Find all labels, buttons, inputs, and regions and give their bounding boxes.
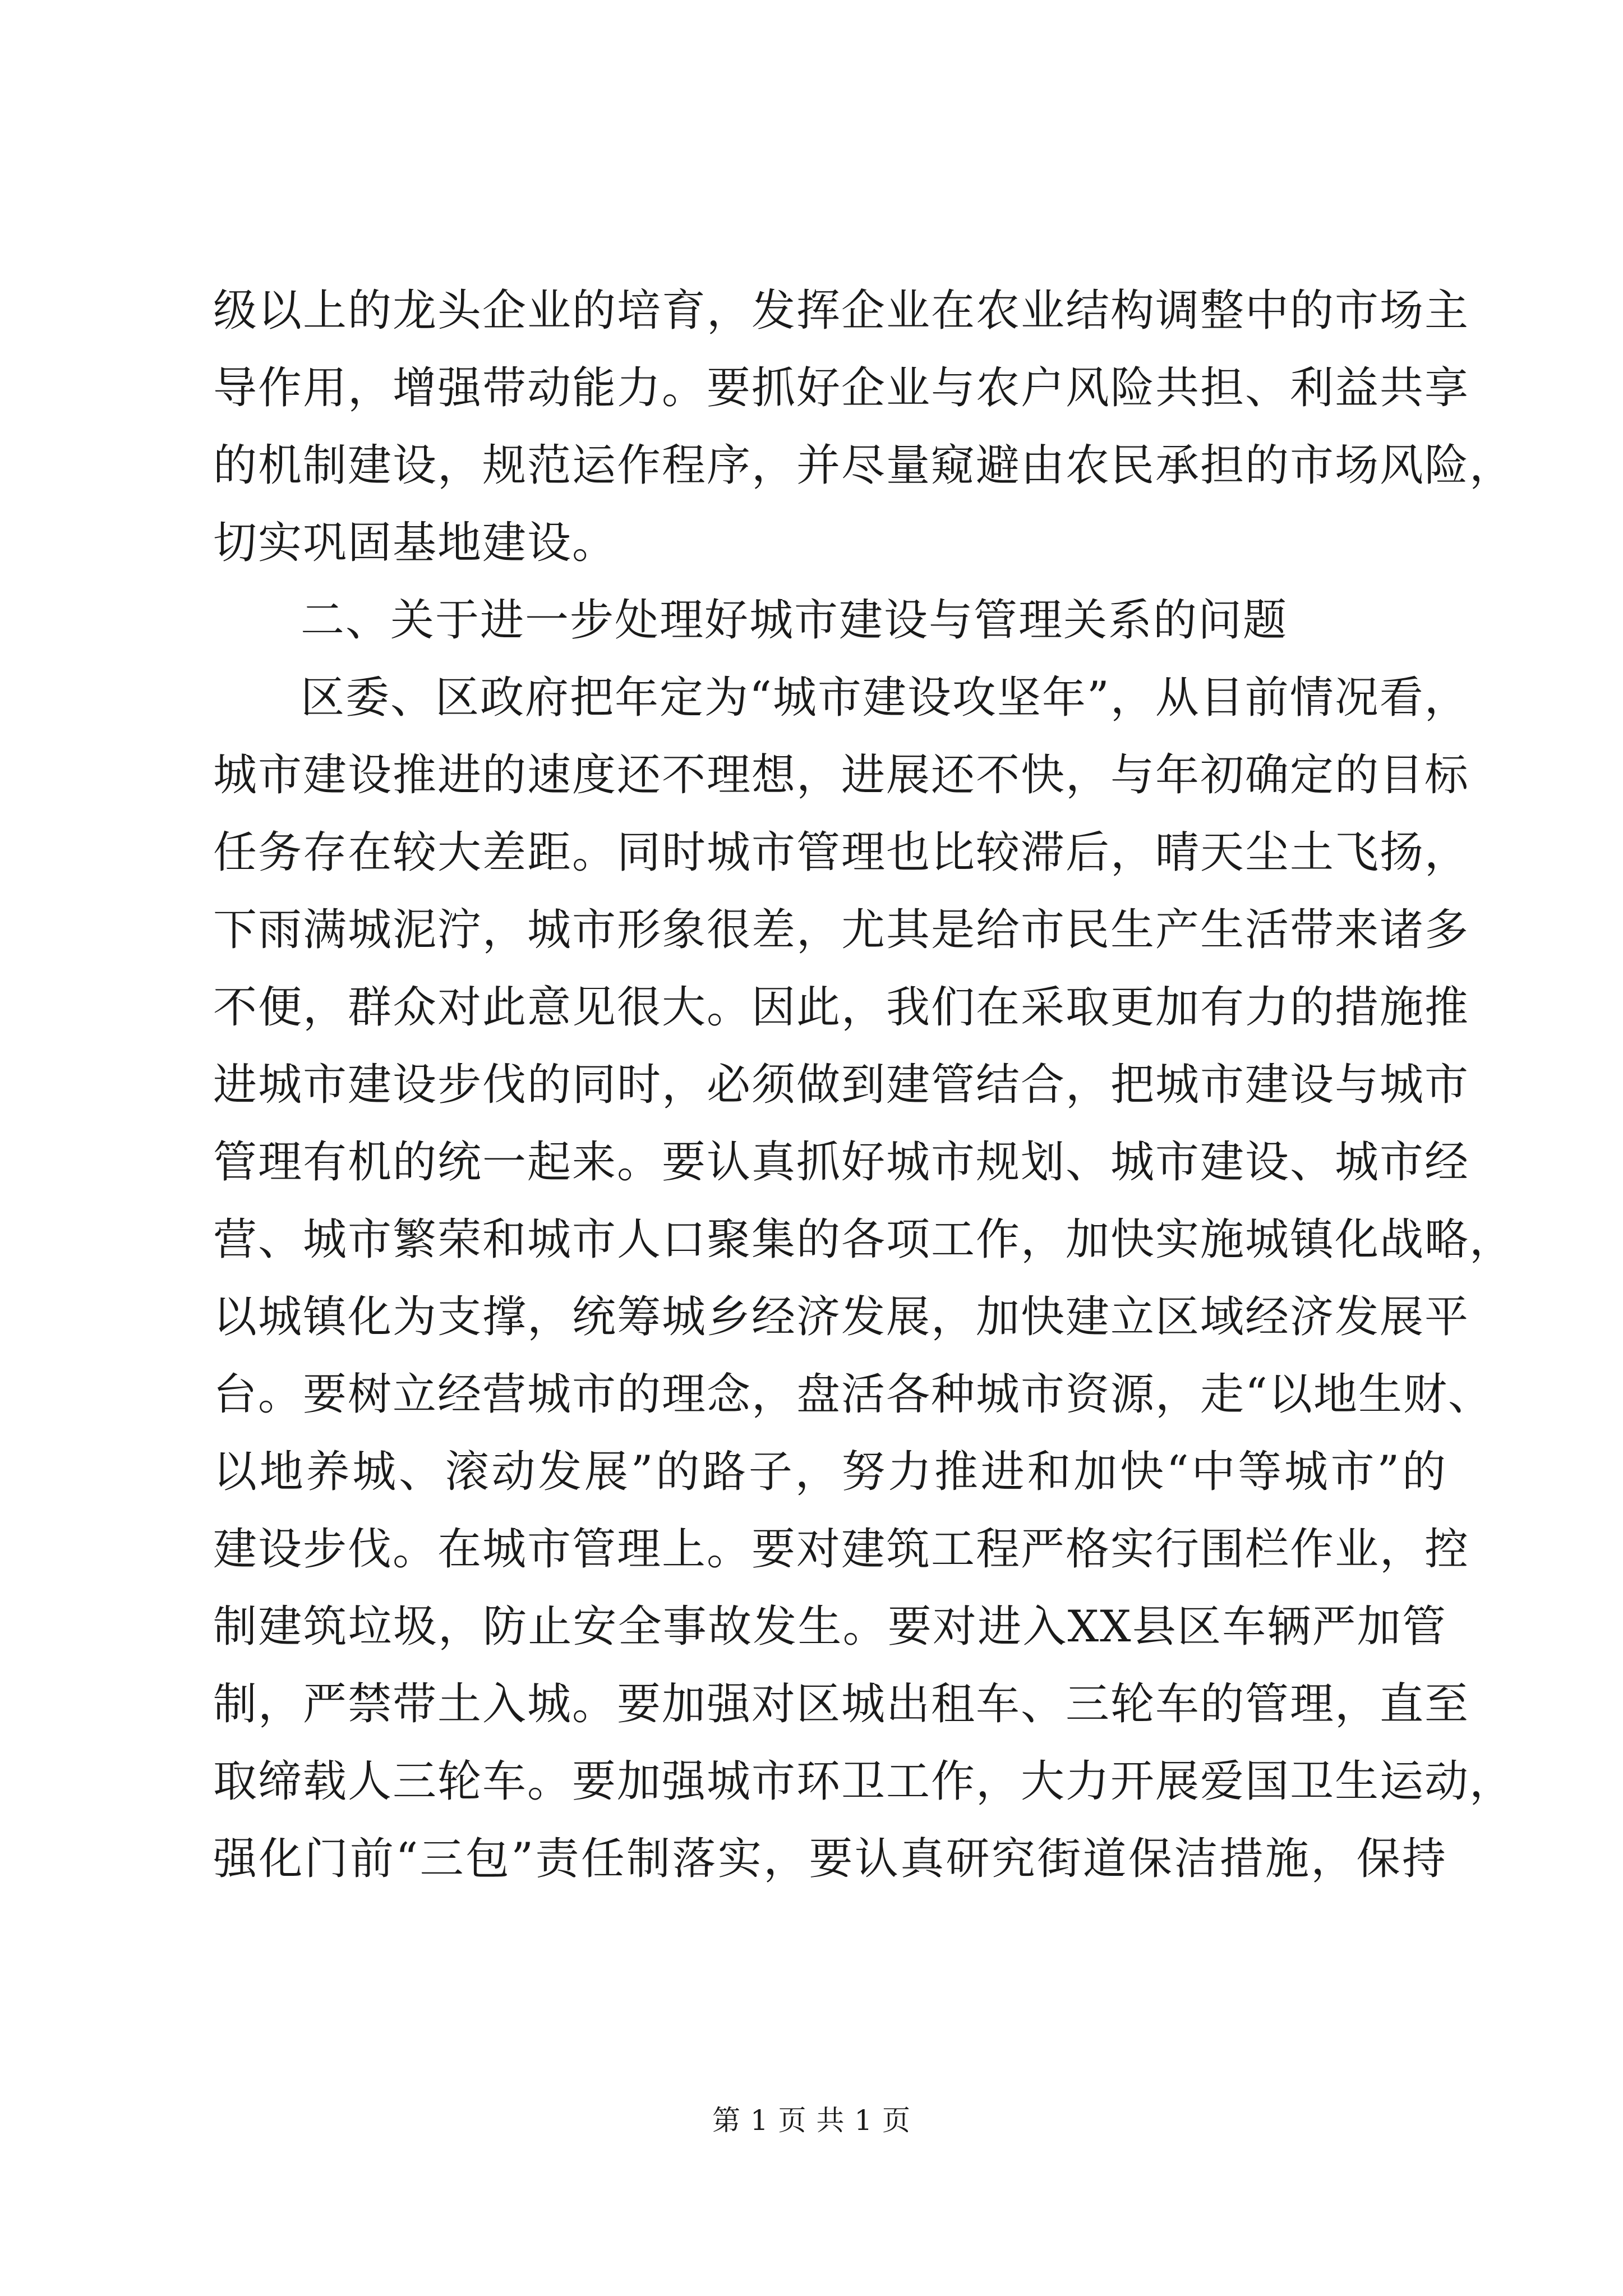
text-line: 级以上的龙头企业的培育，发挥企业在农业结构调整中的市场主 [213, 286, 1470, 336]
text-line: 管理有机的统一起来。要认真抓好城市规划、城市建设、城市经 [213, 1137, 1470, 1188]
page-number-footer: 第 1 页 共 1 页 [712, 2104, 911, 2137]
text-line: 区委、区政府把年定为“城市建设攻坚年”，从目前情况看， [301, 673, 1469, 723]
text-line: 台。要树立经营城市的理念，盘活各种城市资源，走“以地生财、 [213, 1369, 1493, 1420]
text-line: 营、城市繁荣和城市人口聚集的各项工作，加快实施城镇化战略， [213, 1214, 1515, 1265]
text-line: 强化门前“三包”责任制落实，要认真研究街道保洁措施，保持 [213, 1834, 1447, 1884]
text-line: 建设步伐。在城市管理上。要对建筑工程严格实行围栏作业，控 [213, 1524, 1470, 1575]
text-line: 任务存在较大差距。同时城市管理也比较滞后，晴天尘土飞扬， [213, 827, 1470, 878]
text-line: 的机制建设，规范运作程序，并尽量窥避由农民承担的市场风险， [213, 440, 1515, 491]
text-line: 取缔载人三轮车。要加强城市环卫工作，大力开展爱国卫生运动， [213, 1756, 1515, 1807]
text-line: 制建筑垃圾，防止安全事故发生。要对进入XX县区车辆严加管 [213, 1602, 1447, 1652]
text-line: 不便，群众对此意见很大。因此，我们在采取更加有力的措施推 [213, 982, 1470, 1033]
text-line: 进城市建设步伐的同时，必须做到建管结合，把城市建设与城市 [213, 1060, 1470, 1110]
text-line: 切实巩固基地建设。 [213, 518, 617, 568]
text-line: 以地养城、滚动发展”的路子，努力推进和加快“中等城市”的 [213, 1447, 1447, 1497]
document-body [213, 272, 1515, 1898]
text-line: 下雨满城泥泞，城市形象很差，尤其是给市民生产生活带来诸多 [213, 905, 1470, 955]
section-heading: 二、关于进一步处理好城市建设与管理关系的问题 [301, 595, 1288, 646]
text-line: 以城镇化为支撑，统筹城乡经济发展，加快建立区域经济发展平 [213, 1292, 1470, 1342]
text-line: 城市建设推进的速度还不理想，进展还不快，与年初确定的目标 [213, 750, 1470, 800]
text-line: 制，严禁带土入城。要加强对区城出租车、三轮车的管理，直至 [213, 1679, 1470, 1729]
text-line: 导作用，增强带动能力。要抓好企业与农户风险共担、利益共享 [213, 363, 1470, 413]
